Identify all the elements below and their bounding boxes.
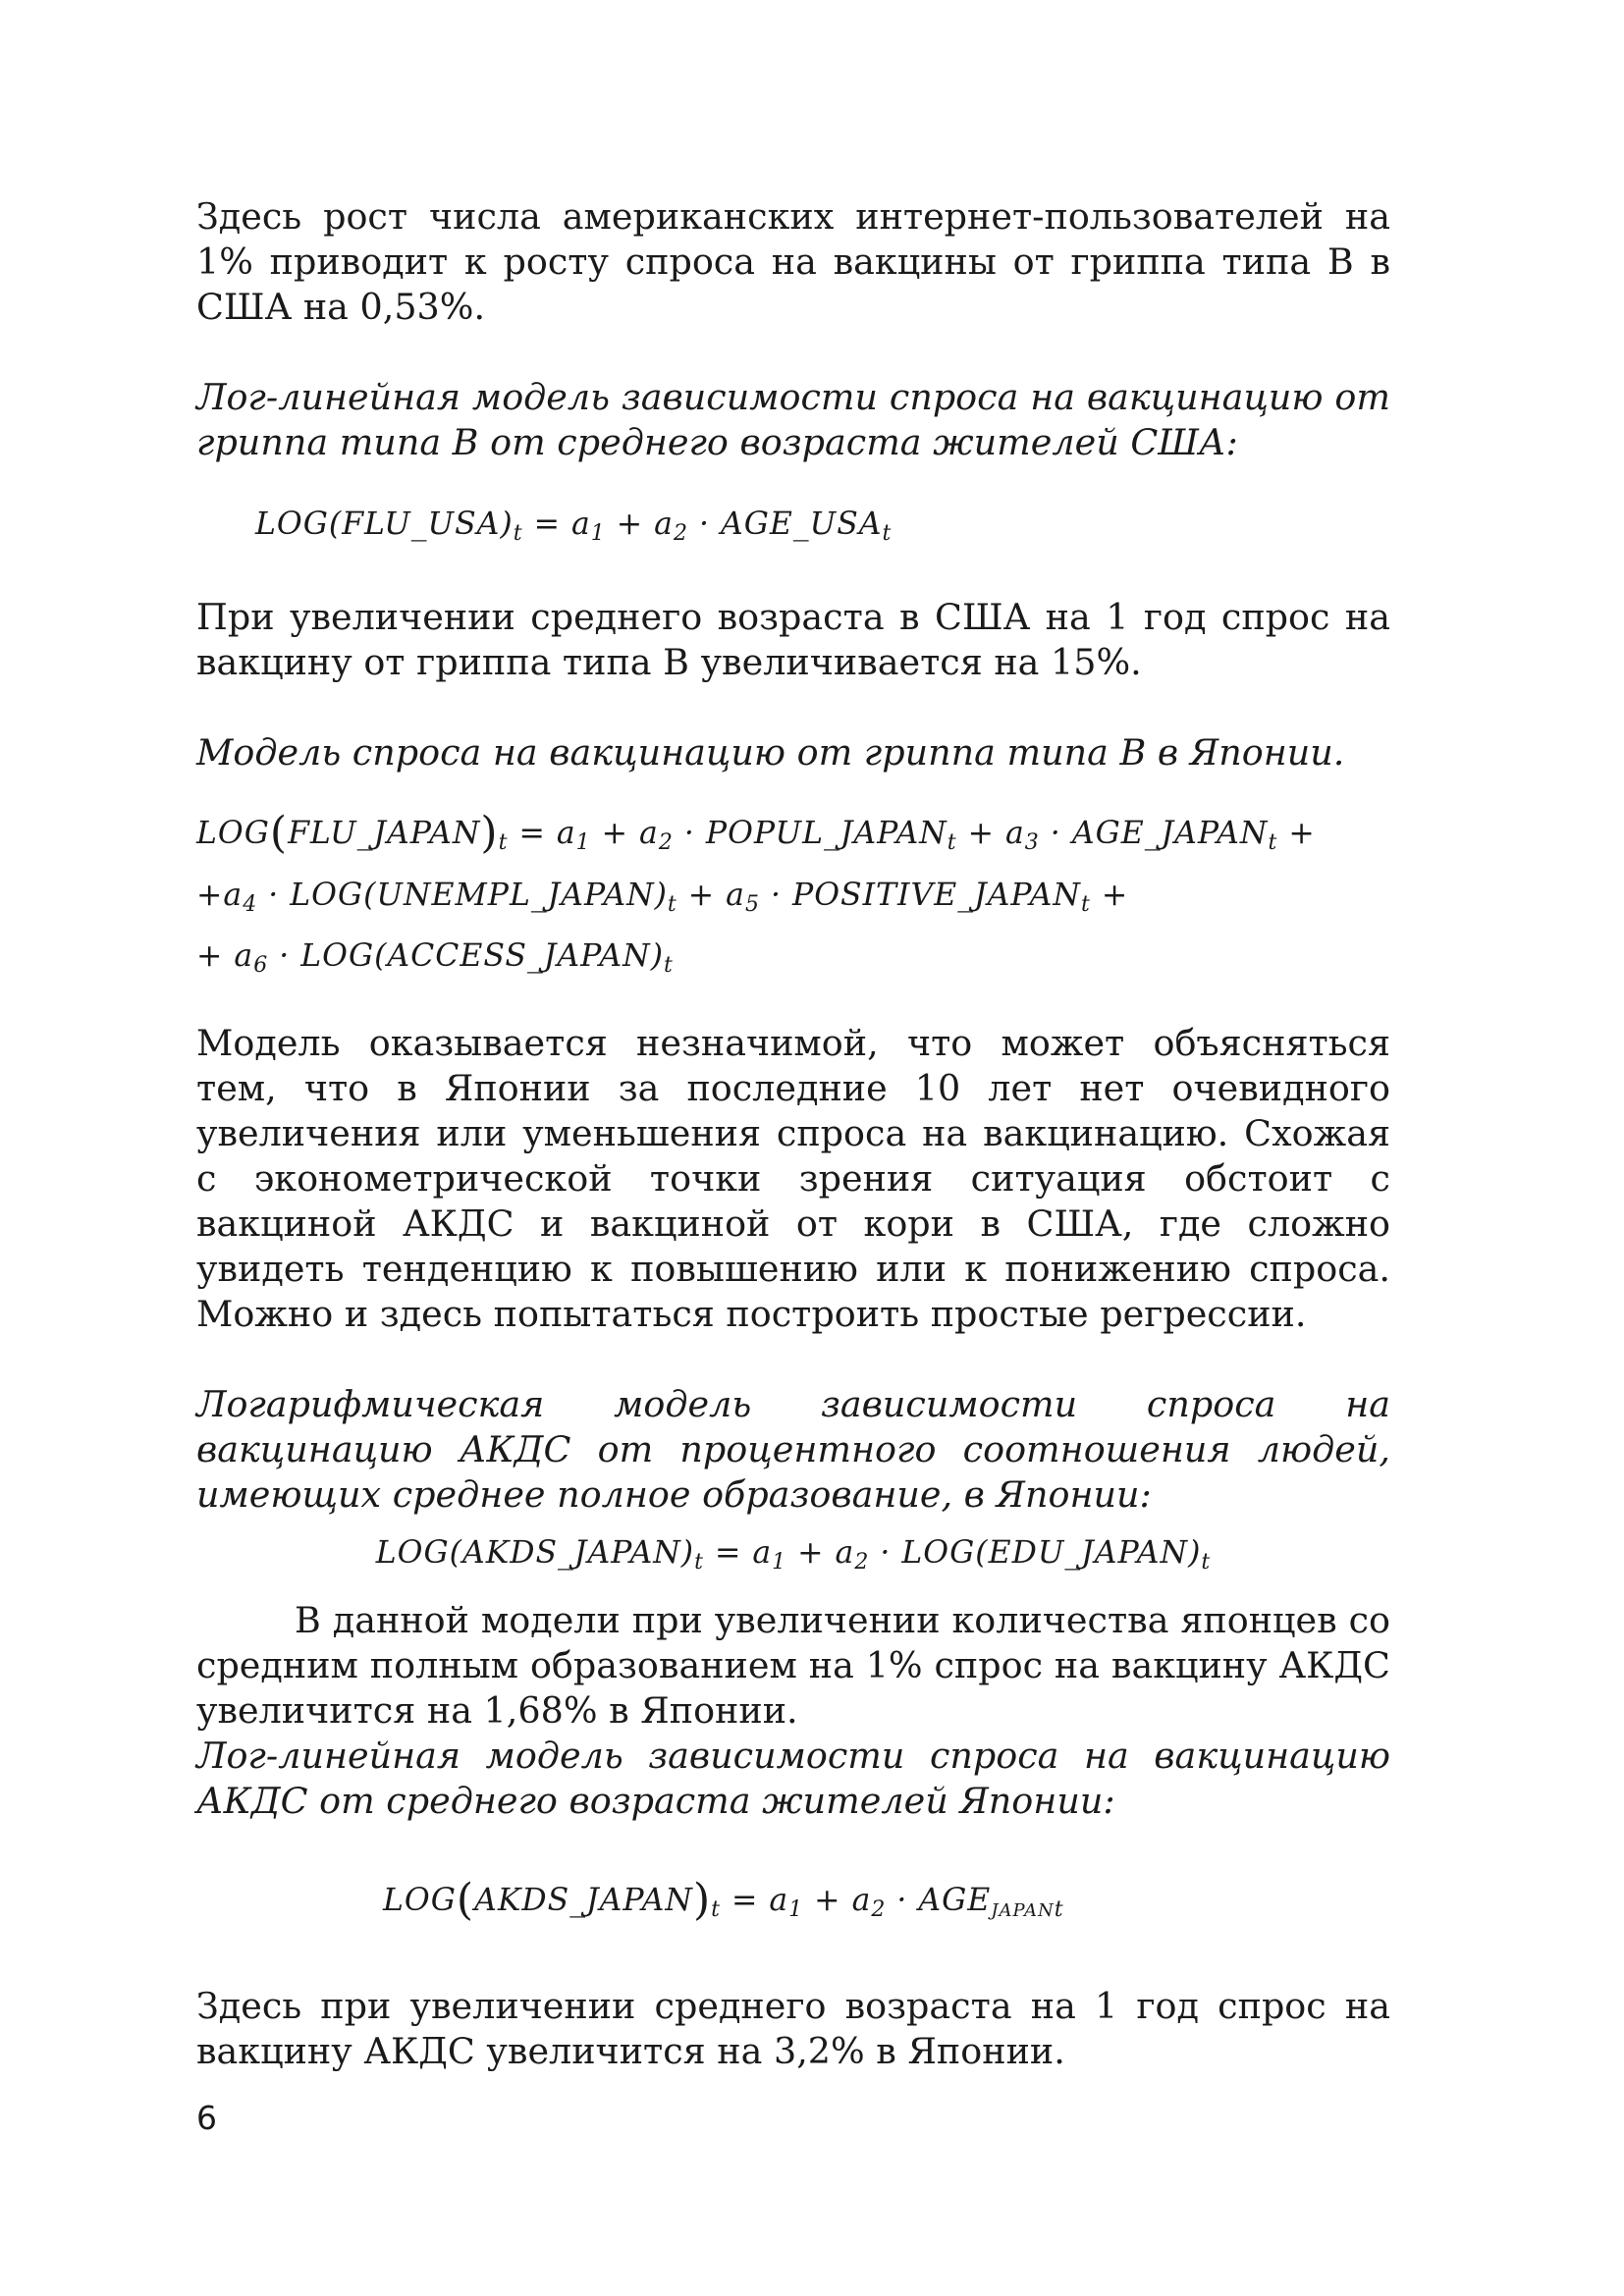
- formula-flu-japan-line-1: $LOG(FLU\_JAPAN)_t = a_1 + a_2$ · $POPUL\_JAPAN_t + a_3$ · $AGE\_JAPAN_t$ +: [196, 808, 1316, 858]
- formula-flu-usa: $LOG(FLU\_USA)_t = a_1 + a_2$ · $AGE\_USA_t$: [255, 507, 893, 546]
- paragraph-age-japan: Здесь при увеличении среднего возраста на 1 год спрос на вакцину АКДС увеличится на 3,2% в Японии.: [196, 1985, 1390, 2072]
- formula-flu-japan-line-2: $+a_4$ · $LOG(UNEMPL\_JAPAN)_t + a_5$ · $POSITIVE\_JAPAN_t$ +: [196, 878, 1129, 917]
- paragraph-edu-japan: В данной модели при увеличении количества японцев со средним полным образованием на 1% спрос на вакцину АКДС увеличится на 1,68% в Японии.: [196, 1599, 1390, 1732]
- page-content: [196, 194, 1390, 2074]
- paragraph-age-usa: При увеличении среднего возраста в США на 1 год спрос на вакцину от гриппа типа В увеличивается на 15%.: [196, 596, 1390, 683]
- formula-akds-age-japan: $LOG(AKDS\_JAPAN)_t = a_1 + a_2 \cdot AGE_{JAPANt}$: [383, 1875, 1064, 1925]
- paragraph-usa-internet: Здесь рост числа американских интернет-пользователей на 1% приводит к росту спроса на вакцины от гриппа типа В в США на 0,53%.: [196, 195, 1390, 328]
- heading-log-linear-flu-usa: Лог-линейная модель зависимости спроса на вакцинацию от гриппа типа В от среднего возраста жителей США:: [196, 376, 1390, 463]
- page-number: 6: [196, 2099, 217, 2137]
- formula-lhs: LOG(FLU_USA): [255, 507, 514, 542]
- formula-flu-japan-line-3: + $a_6$ · $LOG(ACCESS\_JAPAN)_t$: [196, 938, 674, 978]
- heading-flu-japan: Модель спроса на вакцинацию от гриппа типа В в Японии.: [196, 731, 1345, 774]
- formula-akds-edu-japan: $LOG(AKDS\_JAPAN)_t = a_1 + a_2$ · $LOG(EDU\_JAPAN)_t$: [375, 1535, 1212, 1575]
- heading-log-linear-akds-age-japan: Лог-линейная модель зависимости спроса на вакцинацию АКДС от среднего возраста жителей Японии:: [196, 1735, 1390, 1822]
- paragraph-model-insignificant: Модель оказывается незначимой, что может объясняться тем, что в Японии за последние 10 лет нет очевидного увеличения или уменьшения спроса на вакцинацию. Схожая с эконометрической точки зрения ситуация обстоит с вакциной АКДС и вакциной от кори в США, где сложно увидеть тенденцию к повышению или к понижению спроса. Можно и здесь попытаться построить простые регрессии.: [196, 1022, 1390, 1335]
- heading-log-akds-edu-japan: Логарифмическая модель зависимости спроса на вакцинацию АКДС от процентного соотношения людей, имеющих среднее полное образование, в Японии:: [196, 1383, 1390, 1516]
